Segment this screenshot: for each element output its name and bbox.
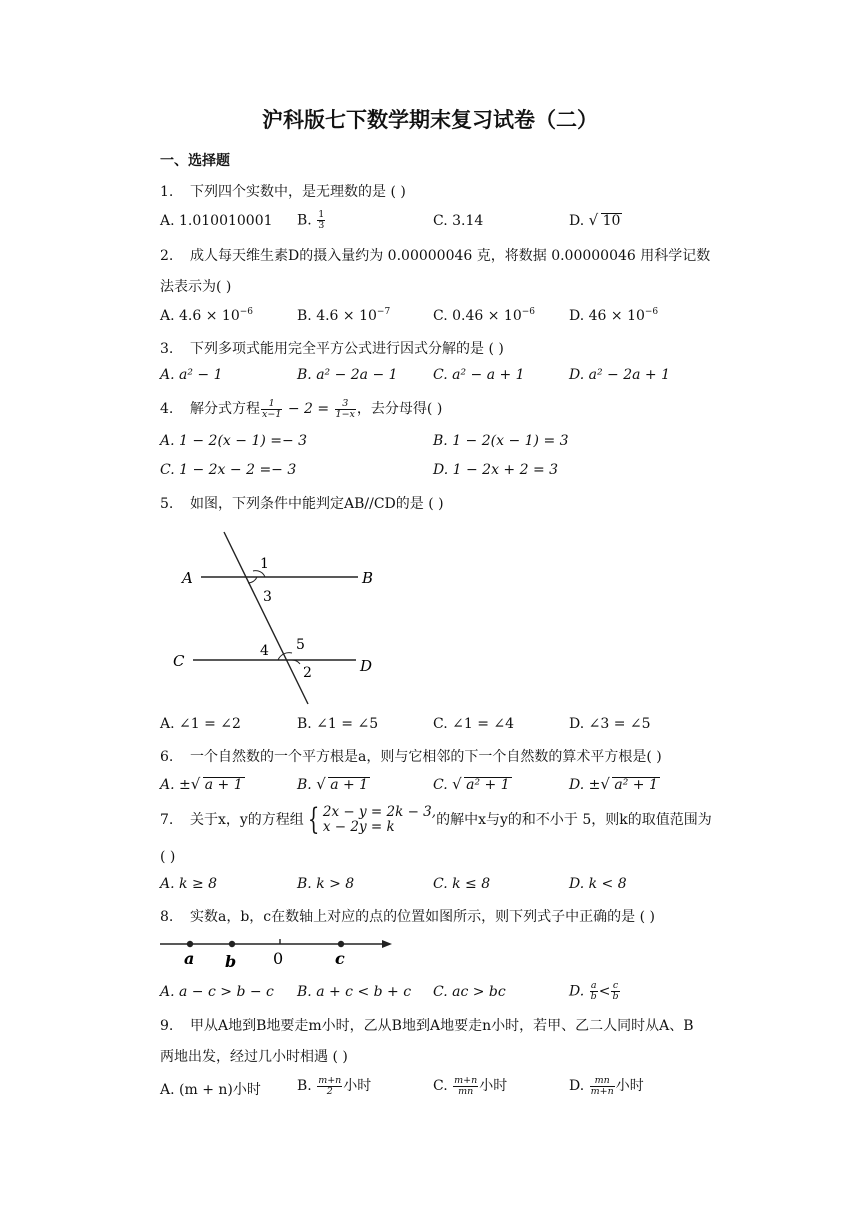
option-a: A. (m + n)小时: [160, 1082, 261, 1098]
option-a: A. a − c > b − c: [160, 984, 274, 1000]
point-b-label: b: [225, 952, 237, 971]
option-b: B. √ a + 1: [297, 777, 370, 793]
option-a: A. a² − 1: [160, 367, 223, 383]
option-c: C. 3.14: [433, 213, 484, 229]
option-d: D. $\frac{a}{b}$ < $\frac{c}{b}$: [569, 980, 619, 1002]
question-text: 下列四个实数中，是无理数的是 ( ): [190, 184, 406, 200]
option-b: B. a + c < b + c: [297, 984, 412, 1000]
option-d: D. k < 8: [569, 876, 627, 892]
question-2: 2. 成人每天维生素D的摄入量约为 0.00000046 克，将数据 0.00000046 用科学记数: [160, 248, 711, 264]
option-c: C. a² − a + 1: [433, 367, 525, 383]
option-d: D. ∠3 = ∠5: [569, 716, 651, 732]
label-B: B: [362, 569, 374, 587]
option-c: C. √ a² + 1: [433, 777, 512, 793]
option-a: A. k ≥ 8: [160, 876, 218, 892]
question-text: 下列多项式能用完全平方公式进行因式分解的是 ( ): [190, 341, 504, 357]
angle-1-label: 1: [260, 556, 269, 572]
label-C: C: [173, 652, 185, 670]
option-b: B. 1 − 2(x − 1) = 3: [433, 433, 569, 449]
option-a: A. $4.6 \times 10^{-6}$: [160, 307, 254, 324]
angle-5-label: 5: [296, 637, 305, 653]
option-c: C. ac > bc: [433, 984, 506, 1000]
question-9: 9. 甲从A地到B地要走m小时，乙从B地到A地要走n小时，若甲、乙二人同时从A、B: [160, 1018, 694, 1034]
option-c: C. 1 − 2x − 2 =− 3: [160, 462, 297, 478]
number-line-figure: [158, 933, 398, 973]
label-A: A: [182, 569, 193, 587]
fraction: $\frac{3}{1-x}$: [335, 397, 355, 420]
option-c: C. $\frac{m+n}{mn}$ 小时: [433, 1074, 508, 1097]
option-d: D. $\frac{mn}{m+n}$ 小时: [569, 1074, 644, 1097]
origin-label: 0: [273, 949, 284, 968]
parallel-lines-figure: [168, 528, 388, 710]
point-a-label: a: [184, 949, 195, 968]
option-a: A. 1.010010001: [160, 213, 273, 229]
question-3: 3. 下列多项式能用完全平方公式进行因式分解的是 ( ): [160, 341, 504, 357]
fraction: $\frac{1}{3}$: [318, 209, 325, 231]
option-a: A. ±√ a + 1: [160, 777, 245, 793]
option-b: B. $4.6 \times 10^{-7}$: [297, 307, 391, 324]
option-c: C. k ≤ 8: [433, 876, 491, 892]
option-b: B. $\frac{1}{3}$: [297, 209, 325, 231]
question-number: 1.: [160, 184, 174, 200]
section-heading: 一、选择题: [160, 153, 230, 169]
angle-4-label: 4: [260, 643, 269, 659]
option-d: D. ±√ a² + 1: [569, 777, 660, 793]
label-D: D: [360, 657, 373, 675]
equation-system: 2x − y = 2k − 3, x − 2y = k: [322, 804, 437, 835]
option-d: D. $46 \times 10^{-6}$: [569, 307, 659, 324]
option-b: B. ∠1 = ∠5: [297, 716, 379, 732]
question-5: 5. 如图，下列条件中能判定AB//CD的是 ( ): [160, 496, 444, 512]
question-text: 如图，下列条件中能判定AB//CD的是 ( ): [190, 496, 444, 512]
question-text-cont: 两地出发，经过几小时相遇 ( ): [160, 1049, 348, 1065]
fraction: $\frac{1}{x-1}$: [262, 397, 282, 420]
question-4: 4. 解分式方程 $\frac{1}{x-1}$ − 2 = $\frac{3}{1-x}$ ，去分母得( ): [160, 397, 443, 420]
question-6: 6. 一个自然数的一个平方根是a，则与它相邻的下一个自然数的算术平方根是( ): [160, 749, 662, 765]
option-a: A. 1 − 2(x − 1) =− 3: [160, 433, 308, 449]
option-c: C. ∠1 = ∠4: [433, 716, 515, 732]
option-d: D. 1 − 2x + 2 = 3: [433, 462, 559, 478]
question-text: 成人每天维生素D的摄入量约为 0.00000046 克，将数据 0.00000046 用科学记数: [190, 248, 711, 264]
option-a: A. ∠1 = ∠2: [160, 716, 241, 732]
exam-title: 沪科版七下数学期末复习试卷（二）: [262, 108, 598, 132]
option-d: D. a² − 2a + 1: [569, 367, 671, 383]
question-text: 实数a，b，c在数轴上对应的点的位置如图所示，则下列式子中正确的是 ( ): [190, 909, 655, 925]
sqrt-symbol: √ 10: [589, 213, 623, 229]
option-b: B. k > 8: [297, 876, 355, 892]
question-text-cont: ( ): [160, 849, 176, 865]
system-brace: {: [307, 802, 320, 837]
question-text: 甲从A地到B地要走m小时，乙从B地到A地要走n小时，若甲、乙二人同时从A、B: [190, 1018, 694, 1034]
question-1: [160, 181, 406, 201]
angle-2-label: 2: [303, 665, 312, 681]
option-d: D. √ 10: [569, 213, 622, 229]
question-8: 8. 实数a，b，c在数轴上对应的点的位置如图所示，则下列式子中正确的是 ( ): [160, 909, 655, 925]
option-c: C. $0.46 \times 10^{-6}$: [433, 307, 536, 324]
question-text: 一个自然数的一个平方根是a，则与它相邻的下一个自然数的算术平方根是( ): [190, 749, 662, 765]
point-c-label: c: [335, 949, 345, 968]
question-text-cont: 法表示为( ): [160, 279, 232, 295]
angle-3-label: 3: [263, 589, 272, 605]
option-b: B. a² − 2a − 1: [297, 367, 398, 383]
option-b: B. $\frac{m+n}{2}$ 小时: [297, 1074, 372, 1097]
question-7: 7. 关于x，y的方程组 { 2x − y = 2k − 3, x − 2y = k 的解中x与y的和不小于 5，则k的取值范围为: [160, 802, 712, 837]
